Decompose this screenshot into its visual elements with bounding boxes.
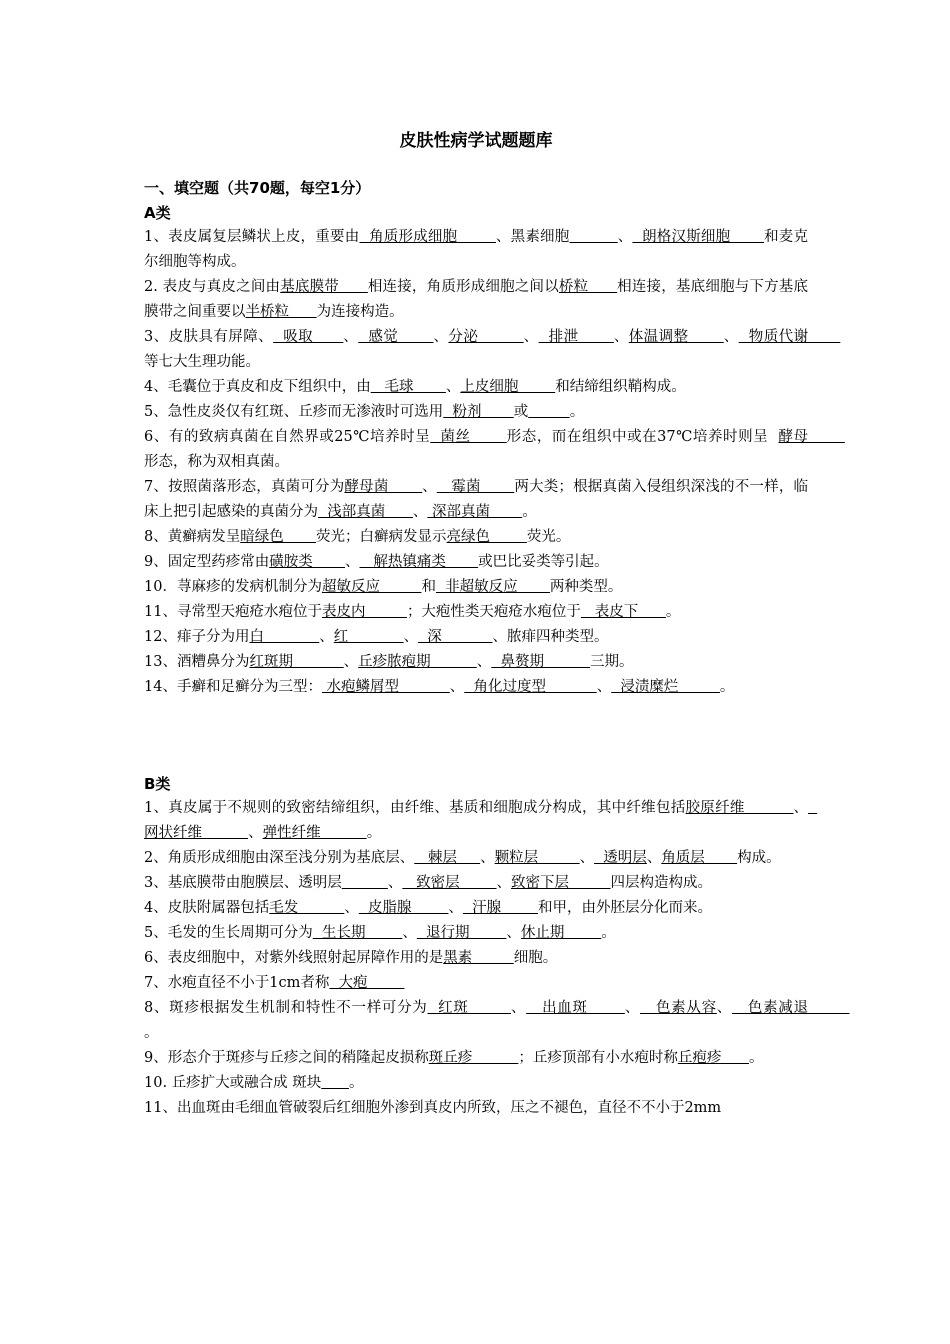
answer-blank: 非超敏反应 <box>435 579 550 595</box>
answer-blank: 基底膜带 <box>280 279 368 295</box>
question-text: 13、酒糟鼻分为 <box>144 654 250 670</box>
answer-blank: 分泌 <box>448 329 524 345</box>
question-text: 、 <box>402 925 417 941</box>
class-a-questions <box>144 225 845 700</box>
section-heading: 一、填空题（共70题，每空1分） <box>144 179 371 197</box>
question-text: 5、毛发的生长周期可分为 <box>144 925 313 941</box>
question-text: 、 <box>723 329 739 345</box>
question-text: 。 <box>144 1025 159 1041</box>
answer-blank: 吸取 <box>273 329 344 345</box>
answer-blank: 大疱 <box>329 975 405 991</box>
question-text: 或巴比妥类等引起。 <box>478 554 609 570</box>
question-item <box>144 225 808 275</box>
question-item <box>144 846 808 871</box>
answer-blank: 色素减退 <box>731 1000 850 1016</box>
question-item <box>144 796 818 846</box>
answer-blank: 红 <box>333 629 404 645</box>
question-text: 10．荨麻疹的发病机制分为 <box>144 579 322 595</box>
question-text: 形态，而在组织中或在37℃培养时则呈 <box>506 429 779 445</box>
question-text: 1、真皮属于不规则的致密结缔组织，由纤维、基质和细胞成分构成，其中纤维包括 <box>144 800 686 816</box>
question-item <box>144 675 808 700</box>
answer-blank: 角化过度型 <box>464 679 597 695</box>
question-text: 。 <box>569 404 585 420</box>
question-text: 、 <box>403 629 419 645</box>
answer-blank: 超敏反应 <box>321 579 422 595</box>
question-text: 2、角质形成细胞由深至浅分别为基底层、 <box>144 850 415 866</box>
question-text: 。 <box>601 925 616 941</box>
question-text: 、 <box>506 925 521 941</box>
question-text: 。 <box>748 1050 764 1066</box>
answer-blank: 棘层 <box>414 850 481 866</box>
question-text: 和 <box>421 579 436 595</box>
question-text: 、 <box>422 479 437 495</box>
question-item <box>144 1071 808 1096</box>
question-item <box>144 921 808 946</box>
question-item <box>144 525 808 550</box>
question-text: 、 <box>496 875 512 891</box>
answer-blank: 深 <box>418 629 493 645</box>
answer-blank: 朗格汉斯细胞 <box>632 229 765 245</box>
question-text: 等七大生理功能。 <box>144 354 260 370</box>
question-text: 7、按照菌落形态，真菌可分为 <box>144 479 345 495</box>
answer-blank: 胶原纤维 <box>685 800 794 816</box>
answer-blank: 网状纤维 <box>144 800 818 841</box>
question-text: 、 <box>624 1000 641 1016</box>
question-text: 为连接构造。 <box>316 304 404 320</box>
question-text: 9、形态介于斑疹与丘疹之间的稍隆起皮损称 <box>144 1050 429 1066</box>
answer-blank <box>321 1075 349 1091</box>
answer-blank: 鼻赘期 <box>491 654 591 670</box>
question-text: 。 <box>522 504 537 520</box>
answer-blank: 半桥粒 <box>245 304 317 320</box>
question-text: 、 <box>433 329 449 345</box>
answer-blank: 暗绿色 <box>240 529 316 545</box>
question-text: 四层构造构成。 <box>610 875 713 891</box>
answer-blank: 磺胺类 <box>269 554 345 570</box>
question-text: 、脓痱四种类型。 <box>492 629 609 645</box>
answer-blank: 红斑期 <box>249 654 344 670</box>
answer-blank <box>569 229 617 245</box>
question-text: 、 <box>248 825 263 841</box>
question-text: 、 <box>523 329 539 345</box>
answer-blank: 生长期 <box>312 925 403 941</box>
question-text: 相连接，基底细胞与下方基底膜带之间重要以 <box>144 279 809 320</box>
question-text: 、 <box>613 329 629 345</box>
question-text: 6、表皮细胞中，对紫外线照射起屏障作用的是 <box>144 950 444 966</box>
answer-blank: 物质代谢 <box>738 329 841 345</box>
question-text: 和甲，由外胚层分化而来。 <box>538 900 713 916</box>
question-text: 、 <box>449 679 465 695</box>
answer-blank: 颗粒层 <box>494 850 580 866</box>
question-text: 11、出血斑由毛细血管破裂后红细胞外渗到真皮内所致，压之不褪色，直径不不小于2mm <box>144 1100 722 1116</box>
question-text: 2. 表皮与真皮之间由 <box>144 279 281 295</box>
answer-blank: 上皮细胞 <box>460 379 556 395</box>
question-text: 8、斑疹根据发生机制和特性不一样可分为 <box>144 1000 428 1016</box>
question-text: 3、皮肤具有屏障、 <box>144 329 274 345</box>
question-item <box>144 1096 808 1121</box>
question-text: 、 <box>387 875 403 891</box>
question-text: 、 <box>344 900 359 916</box>
question-text: 7、水疱直径不小于1cm者称 <box>144 975 330 991</box>
question-item <box>144 1046 808 1071</box>
question-text: 、 <box>343 329 359 345</box>
answer-blank <box>342 875 388 891</box>
question-item <box>144 325 841 375</box>
question-text: 6、有的致病真菌在自然界或25℃培养时呈 <box>144 429 431 445</box>
answer-blank: 水疱鳞屑型 <box>321 679 450 695</box>
question-text: 、 <box>596 679 612 695</box>
class-b-label: B类 <box>144 775 171 793</box>
answer-blank: 斑丘疹 <box>428 1050 519 1066</box>
question-text: 、 <box>412 504 428 520</box>
answer-blank: 致密下层 <box>511 875 611 891</box>
question-text: ；大疱性类天疱疮水疱位于 <box>406 604 581 620</box>
question-item <box>144 871 808 896</box>
question-text: 1、表皮属复层鳞状上皮，重要由 <box>144 229 360 245</box>
question-item <box>144 400 808 425</box>
question-text: 两种类型。 <box>549 579 623 595</box>
question-text: 、 <box>793 800 808 816</box>
class-b-questions <box>144 796 850 1121</box>
question-text: 、 <box>617 229 633 245</box>
answer-blank: 角质形成细胞 <box>359 229 496 245</box>
answer-blank: 皮脂腺 <box>358 900 449 916</box>
answer-blank: 汗腺 <box>462 900 539 916</box>
answer-blank: 表皮下 <box>580 604 666 620</box>
question-item <box>144 600 808 625</box>
question-text: 构成。 <box>737 850 781 866</box>
answer-blank: 浅部真菌 <box>318 504 413 520</box>
question-text: 两大类；根据真菌入侵组织深浅的不一样，临床上把引起感染的真菌分为 <box>144 479 809 520</box>
answer-blank <box>528 404 569 420</box>
question-text: 或 <box>513 404 529 420</box>
question-item <box>144 375 808 400</box>
question-item <box>144 996 850 1046</box>
question-text: 形态，称为双相真菌。 <box>144 454 289 470</box>
question-text: 荧光。 <box>526 529 571 545</box>
answer-blank: 致密层 <box>402 875 497 891</box>
question-text: 、 <box>579 850 595 866</box>
question-text: 、 <box>646 850 662 866</box>
question-text: 、 <box>445 379 461 395</box>
question-text: 14、手癣和足癣分为三型： <box>144 679 322 695</box>
answer-blank: 出血斑 <box>526 1000 625 1016</box>
class-a-label: A类 <box>144 204 171 222</box>
answer-blank: 毛球 <box>370 379 446 395</box>
answer-blank: 体温调整 <box>628 329 724 345</box>
question-text: 、 <box>448 900 463 916</box>
question-item <box>144 650 808 675</box>
answer-blank: 弹性纤维 <box>262 825 367 841</box>
question-item <box>144 275 808 325</box>
answer-blank: 浸渍糜烂 <box>611 679 720 695</box>
answer-blank: 菌丝 <box>430 429 507 445</box>
question-text: 相连接，角质形成细胞之间以 <box>367 279 559 295</box>
document-title: 皮肤性病学试题题库 <box>399 131 553 151</box>
question-text: 三期。 <box>590 654 634 670</box>
question-text: 、黑素细胞 <box>495 229 570 245</box>
answer-blank: 透明层 <box>594 850 647 866</box>
question-text: 、 <box>319 629 334 645</box>
answer-blank: 休止期 <box>520 925 602 941</box>
question-text: 、 <box>343 654 359 670</box>
question-text: 5、急性皮炎仅有红斑、丘疹而无渗液时可选用 <box>144 404 444 420</box>
question-text: 4、皮肤附属器包括 <box>144 900 270 916</box>
answer-blank: 色素从容 <box>640 1000 717 1016</box>
question-text: 8、黄癣病发呈 <box>144 529 241 545</box>
question-text: 细胞。 <box>513 950 558 966</box>
question-text: 12、痱子分为用 <box>144 629 250 645</box>
question-item <box>144 475 808 525</box>
answer-blank: 毛发 <box>269 900 345 916</box>
question-item <box>144 625 808 650</box>
question-text: 3、基底膜带由胞膜层、透明层 <box>144 875 342 891</box>
question-text: 、 <box>476 654 492 670</box>
question-text: 、 <box>480 850 495 866</box>
question-text: 11、寻常型天疱疮水疱位于 <box>144 604 322 620</box>
answer-blank: 解热镇痛类 <box>359 554 479 570</box>
answer-blank: 深部真菌 <box>427 504 523 520</box>
question-item <box>144 946 808 971</box>
question-item <box>144 425 845 475</box>
question-text: 10. 丘疹扩大或融合成 斑块 <box>144 1075 322 1091</box>
question-item <box>144 896 808 921</box>
question-text: 。 <box>348 1075 364 1091</box>
answer-blank: 酵母 <box>778 429 845 445</box>
answer-blank: 丘疱疹 <box>677 1050 749 1066</box>
answer-blank: 白 <box>249 629 320 645</box>
answer-blank: 粉剂 <box>443 404 514 420</box>
question-text: 9、固定型药疹常由 <box>144 554 270 570</box>
answer-blank: 退行期 <box>416 925 507 941</box>
question-text: 荧光；白癣病发显示 <box>316 529 447 545</box>
question-text: 4、毛囊位于真皮和皮下组织中，由 <box>144 379 371 395</box>
question-text: 。 <box>665 604 681 620</box>
answer-blank: 表皮内 <box>321 604 407 620</box>
question-text: 。 <box>366 825 382 841</box>
question-text: 、 <box>345 554 360 570</box>
question-text: 、 <box>716 1000 732 1016</box>
answer-blank: 角质层 <box>661 850 738 866</box>
question-text: 。 <box>719 679 735 695</box>
question-item <box>144 550 808 575</box>
answer-blank: 亮绿色 <box>446 529 527 545</box>
question-item <box>144 971 808 996</box>
answer-blank: 排泄 <box>538 329 614 345</box>
answer-blank: 酵母菌 <box>344 479 423 495</box>
answer-blank: 黑素 <box>443 950 514 966</box>
answer-blank: 霉菌 <box>436 479 515 495</box>
question-text: 和麦克尔细胞等构成。 <box>144 229 809 270</box>
question-text: ；丘疹顶部有小水疱时称 <box>518 1050 678 1066</box>
answer-blank: 桥粒 <box>558 279 618 295</box>
question-text: 、 <box>510 1000 527 1016</box>
question-item <box>144 575 808 600</box>
question-text: 和结缔组织鞘构成。 <box>555 379 686 395</box>
answer-blank: 红斑 <box>427 1000 511 1016</box>
answer-blank: 感觉 <box>358 329 434 345</box>
answer-blank: 丘疹脓疱期 <box>358 654 477 670</box>
